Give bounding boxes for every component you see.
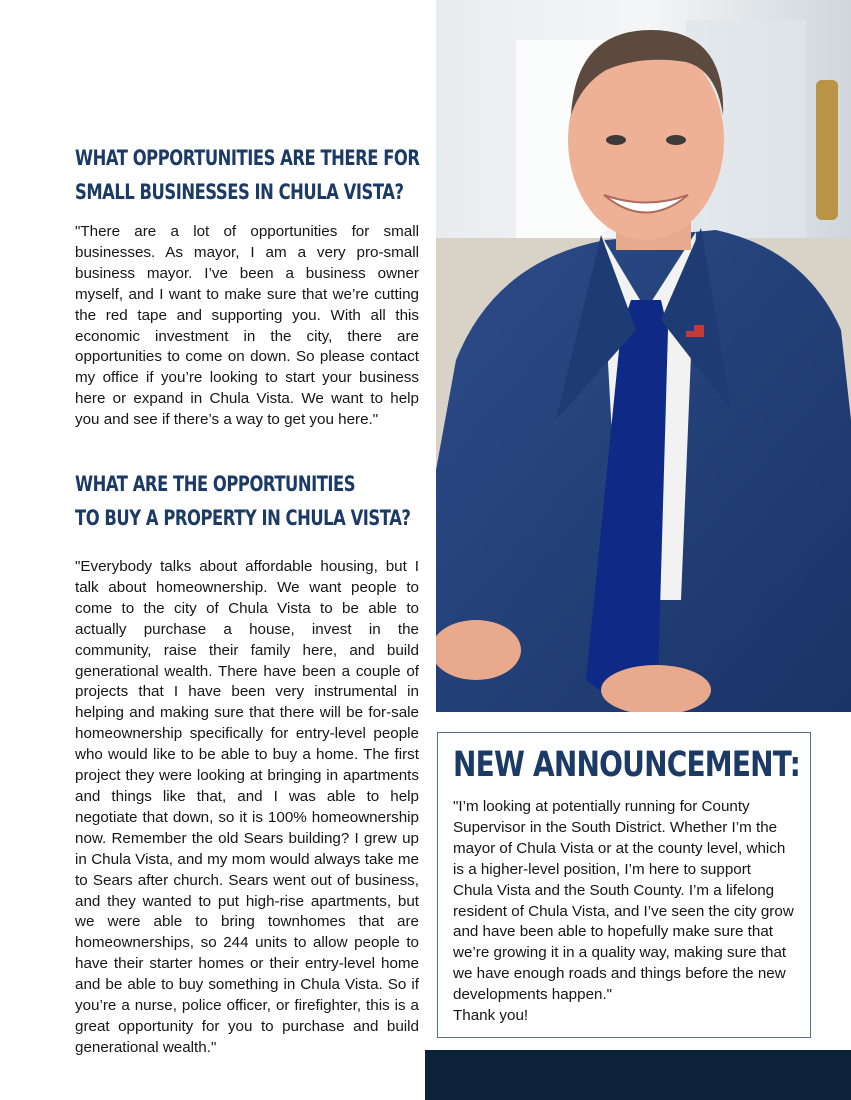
announcement-line: we’re growing it in a quality way, making sure that — [453, 944, 787, 962]
announcement-line: Thank you! — [453, 1007, 529, 1025]
announcement-title: NEW ANNOUNCEMENT: — [453, 745, 800, 785]
announcement-line: Chula Vista and the South County. I’m a lifelong — [453, 881, 775, 899]
section-body-property: "Everybody talks about affordable housing, but I talk about homeownership. We want people to come to the city of Chula Vista to be able to actually purchase a house, invest in the community, raise their family here, and build generational wealth. There have been a couple of projects that I have been very instrumental in helping and making sure that there will be for-sale homeownership specifically for entry-level people who would like to be able to buy a home. The first project they were looking at bringing in apartments and things like that, and I was able to help negotiate that down, so it is 100% homeownership now. Remember the old Sears building? I grew up in Chula Vista, and my mom would always take me to Sears after church. Sears went out of business, and they wanted to put high-rise apartments, but we were able to bring townhomes that are homeownerships, so 244 units to allow people to have their starter homes or their entry-level home and be able to buy something in Chula Vista. So if you’re a nurse, police officer, or firefighter, this is a great opportunity for you to purchase and build generational wealth." — [75, 558, 419, 1056]
announcement-body — [453, 797, 796, 1027]
portrait-illustration — [436, 0, 851, 712]
american-flag-pin-icon — [686, 325, 704, 337]
footer-bar — [425, 1050, 851, 1100]
announcement-line: mayor of Chula Vista or at the county level, which — [453, 839, 786, 857]
section-heading-line: WHAT OPPORTUNITIES ARE THERE FOR — [75, 146, 420, 170]
eye-right — [666, 135, 686, 145]
announcement-line: resident of Chula Vista, and I’ve seen the city grow — [453, 902, 794, 920]
section-heading-line: SMALL BUSINESSES IN CHULA VISTA? — [75, 180, 404, 204]
announcement-line: is a higher-level position, I’m here to support — [453, 860, 751, 878]
announcement-line: "I’m looking at potentially running for County — [453, 798, 750, 815]
door-handle — [816, 80, 838, 220]
announcement-line: we have enough roads and things before the new — [453, 965, 786, 983]
portrait-photo — [436, 0, 851, 712]
section-heading-small-business — [75, 141, 420, 209]
section-heading-property — [75, 467, 410, 535]
announcement-box — [437, 732, 811, 1038]
announcement-line: developments happen." — [453, 986, 613, 1004]
announcement-line: and have been able to hopefully make sure that — [453, 923, 774, 941]
section-heading-line: WHAT ARE THE OPPORTUNITIES — [75, 472, 356, 496]
eye-left — [606, 135, 626, 145]
announcement-line: Supervisor in the South District. Whether I’m the — [453, 818, 778, 836]
section-heading-line: TO BUY A PROPERTY IN CHULA VISTA? — [75, 506, 411, 530]
section-body-small-business: "There are a lot of opportunities for small businesses. As mayor, I am a very pro-small business mayor. I’ve been a business owner myself, and I want to make sure that we’re cutting the red tape and supporting you. With all this economic investment in the city, there are opportunities to come on down. So please contact my office if you’re looking to start your business here or expand in Chula Vista. We want to help you and see if there’s a way to get you here." — [75, 223, 419, 429]
